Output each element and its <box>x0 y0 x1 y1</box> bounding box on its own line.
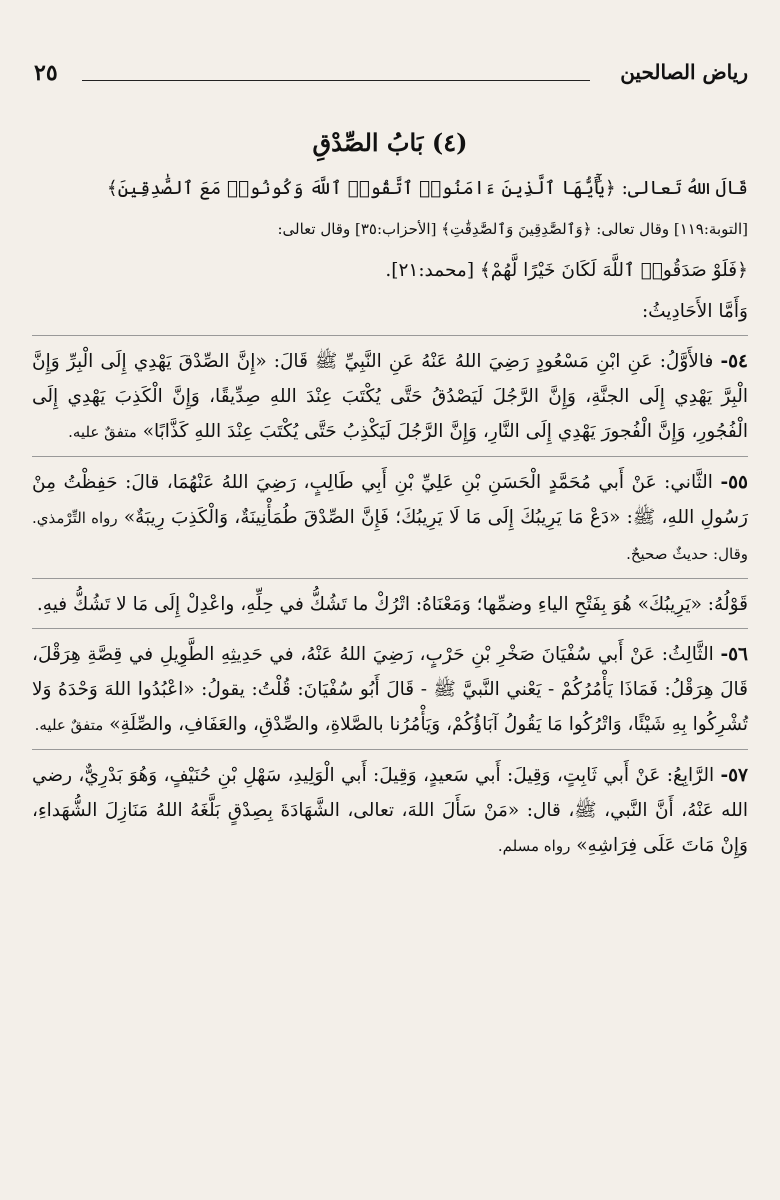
divider <box>32 578 748 579</box>
hadith-number: ٥٧- <box>720 765 748 786</box>
hadith-source: متفقٌ عليه. <box>68 423 137 441</box>
hadith-57 <box>32 758 748 864</box>
hadith-number: ٥٤- <box>720 351 748 372</box>
divider <box>32 628 748 629</box>
intro-line-2: [التوبة:١١٩] وقال تعالى: ﴿وَٱلصَّٰدِقِينَ وَٱلصَّٰدِقَٰتِ﴾ [الأحزاب:٣٥] وقال تعالى: <box>277 220 748 238</box>
page-number: ٢٥ <box>34 60 58 86</box>
hadith-55 <box>32 465 748 572</box>
hadith-number: ٥٦- <box>720 644 748 665</box>
hadith-number: ٥٥- <box>720 472 748 493</box>
intro-line-3: ﴿فَلَوْ صَدَقُوا۟ ٱللَّهَ لَكَانَ خَيْرًا لَّهُمْ﴾ [محمد:٢١]. <box>385 260 748 281</box>
divider <box>32 749 748 750</box>
divider <box>32 456 748 457</box>
hadith-text: فالأَوَّلُ: عَنِ ابْنِ مَسْعُودٍ رَضِيَ اللهُ عَنْهُ عَنِ النَّبِيِّ ﷺ قَالَ: «إِنَّ الصِّدْقَ يَهْدِي إِلَى الْبِرِّ وَإِنَّ الْبِرَّ يَهْدِي إِلَى الجنَّةِ، وَإِنَّ الرَّجُلَ لَيَصْدُقُ حَتَّى يُكْتَبَ عِنْدَ اللهِ صِدِّيقًا، وَإِنَّ الْكَذِبَ يَهْدِي إِلَى الْفُجُورِ، وَإِنَّ الْفُجورَ يَهْدِي إِلَى النَّارِ، وَإِنَّ الرَّجُلَ لَيَكْذِبُ حَتَّى يُكْتَبَ عِنْدَ اللهِ كَذَّابًا» <box>32 351 748 442</box>
page-header <box>30 60 750 92</box>
hadith-text: الثَّاني: عَنْ أَبي مُحَمَّدٍ الْحَسَنِ بْنِ عَلِيِّ بْنِ أَبِي طَالِبٍ، رَضِيَ اللهُ عَنْهُمَا، قالَ: حَفِظْتُ مِنْ رَسُولِ اللهِ، ﷺ: «دَعْ مَا يَرِيبُكَ إِلَى مَا لَا يَرِيبُكَ؛ فَإِنَّ الصِّدْقَ طُمَأْنِينَةٌ، وَالْكَذِبَ رِيبَةٌ» <box>32 472 748 528</box>
hadith-source: رواه مسلم. <box>497 837 571 855</box>
hadith-text: الثَّالِثُ: عَنْ أَبي سُفْيَانَ صَخْرِ بْنِ حَرْبٍ، رَضِيَ اللهُ عَنْهُ، في حَدِيثِهِ الطَّوِيلِ في قِصَّةِ هِرَقْلَ، قَالَ هِرَقْلُ: فَمَاذَا يَأْمُرُكُمْ - يَعْني النَّبيَّ ﷺ - قَالَ أَبُو سُفْيَانَ: قُلْتُ: يقولُ: «اعْبُدُوا اللهَ وَحْدَهُ وَلا تُشْرِكُوا بِهِ شَيْئًا، وَاتْرُكُوا مَا يَقُولُ آبَاؤُكُمْ، وَيَأْمُرُنا بالصَّلاةِ، والصِّدْقِ، والعَفَافِ، والصِّلَةِ» <box>32 644 748 735</box>
hadith-text: الرَّابِعُ: عَنْ أَبي ثَابِتٍ، وَقِيلَ: أَبي سَعيدٍ، وَقِيلَ: أَبي الْوَلِيدِ، سَهْلِ بْنِ حُنَيْفٍ، وَهُوَ بَدْرِيٌّ، رضي الله عَنْهُ، أَنَّ النَّبي، ﷺ، قال: «مَنْ سَأَلَ اللهَ، تعالى، الشَّهَادَةَ بِصِدْقٍ بَلَّغَهُ اللهُ مَنَازِلَ الشُّهَداءِ، وَإِنْ مَاتَ عَلَى فِرَاشِهِ» <box>32 765 748 856</box>
chapter-title: (٤) بَابُ الصِّدْقِ <box>312 128 468 157</box>
hadith-54 <box>32 344 748 450</box>
intro-line-4: وَأَمَّا الأَحَادِيثُ: <box>641 301 748 322</box>
explanatory-note: قَوْلُهُ: «يَرِيبُكَ» هُوَ بِفَتْحِ الياءِ وضمِّها؛ وَمَعْنَاهُ: اتْرُكْ ما تَشُكُّ في حِلِّهِ، واعْدِلْ إِلَى مَا لا تَشُكُّ فيهِ. <box>36 594 748 615</box>
divider <box>32 335 748 336</box>
intro-line-1: قَالَ اللهُ تَعالى: ﴿يَٰٓأَيُّهَا ٱلَّذِينَ ءَامَنُوا۟ ٱتَّقُوا۟ ٱللَّهَ وَكُونُوا۟ مَعَ ٱلصَّٰدِقِينَ﴾ <box>106 178 748 199</box>
header-rule <box>82 80 590 81</box>
hadith-56 <box>32 637 748 743</box>
hadith-source: رواه التِّرْمذي. وقال: حديثٌ صحيحٌ. <box>32 509 748 563</box>
page-body <box>32 128 748 870</box>
hadith-source: متفقٌ عليه. <box>34 716 104 734</box>
running-title: رياض الصالحين <box>620 60 748 84</box>
